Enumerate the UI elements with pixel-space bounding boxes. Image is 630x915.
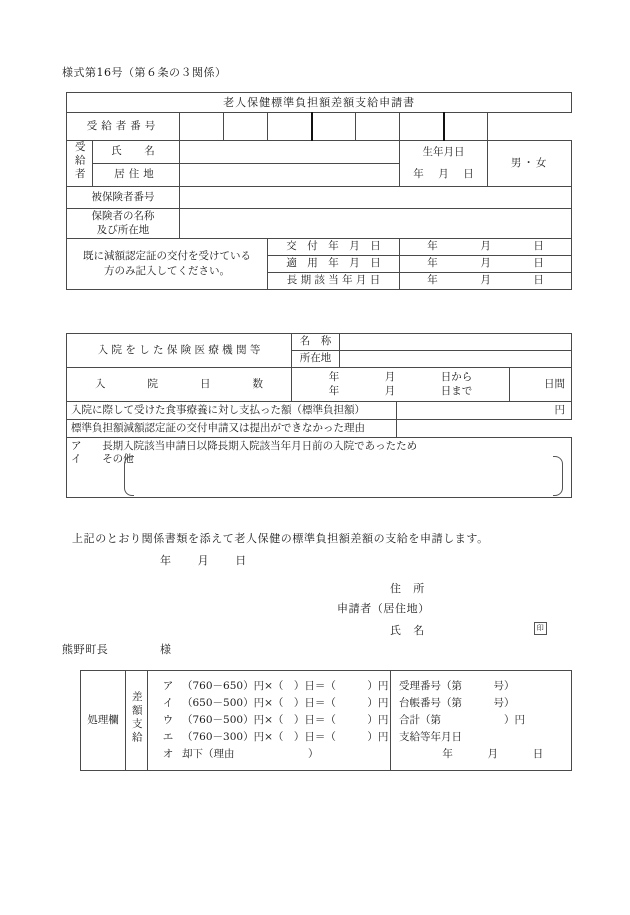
- longterm-date-label: 長 期 該 当 年 月 日: [268, 272, 400, 289]
- issue-date-month: 月: [480, 240, 491, 253]
- receipt-number-row[interactable]: 受理番号（第 号）: [399, 680, 515, 692]
- institution-label: 入 院 を し た 保 険 医 療 機 関 等: [67, 334, 292, 368]
- apply-date-day: 日: [533, 257, 544, 270]
- reason-item-a-text: 長期入院該当申請日以降長期入院該当年月日前の入院であったため: [102, 440, 418, 452]
- calc-row-mark: エ: [162, 730, 174, 743]
- residence-input[interactable]: [180, 163, 400, 186]
- apply-date-input[interactable]: [400, 255, 572, 272]
- issue-date-year: 年: [427, 240, 438, 253]
- payment-date-day: 日: [532, 748, 544, 760]
- calc-row[interactable]: [148, 746, 390, 763]
- hospitalization-days-unit: 日間: [510, 368, 572, 402]
- declaration-date-line[interactable]: [160, 552, 247, 568]
- sex-label[interactable]: 男・女: [488, 141, 572, 187]
- paid-amount-unit: 円: [554, 403, 565, 416]
- payment-date-year: 年: [442, 748, 453, 760]
- paid-amount-input[interactable]: [397, 402, 572, 420]
- insurer-input[interactable]: [180, 208, 572, 238]
- applicant-label: 申請者（居住地）: [337, 602, 430, 615]
- declaration-date-month: 月: [197, 554, 210, 567]
- period-to-day: 日まで: [440, 384, 473, 397]
- applicant-info-table: [66, 92, 572, 290]
- insurer-label-line1: 保険者の名称: [91, 209, 155, 222]
- recipient-number-cell-7[interactable]: [444, 113, 488, 141]
- hospital-info-table: [66, 333, 572, 498]
- reason-bracket-left-icon: [124, 456, 134, 496]
- processing-right-column[interactable]: [391, 671, 572, 771]
- declaration-text: 上記のとおり関係書類を添えて老人保健の標準負担額差額の支給を申請します。: [72, 532, 489, 545]
- birthdate-label: 生年月日: [400, 141, 488, 164]
- name-label: 氏 名: [93, 141, 180, 164]
- calc-row[interactable]: [148, 695, 390, 712]
- calc-row-formula: 却下（理由 ）: [182, 747, 319, 760]
- issue-date-input[interactable]: [400, 238, 572, 255]
- applicant-name-label: 氏 名: [390, 624, 425, 637]
- reason-item-a-mark: ア: [71, 440, 82, 452]
- recipient-number-label: 受給者番号: [67, 113, 180, 141]
- addressee-honorific: 様: [160, 643, 172, 656]
- calculation-list[interactable]: [148, 671, 391, 771]
- reduction-note-line1: 既に減額認定証の交付を受けている: [83, 250, 251, 263]
- calc-row-mark: オ: [162, 747, 174, 760]
- name-input[interactable]: [180, 141, 400, 164]
- hospitalization-days-label: 入 院 日 数: [67, 368, 292, 402]
- longterm-date-month: 月: [480, 274, 491, 287]
- addressee-label: 熊野町長: [62, 643, 109, 656]
- payment-date-month: 月: [487, 748, 499, 760]
- reason-entry-area[interactable]: [67, 438, 572, 498]
- reason-item-b-mark: イ: [71, 453, 82, 466]
- reduction-note-line2: 方のみ記入してください。: [104, 264, 230, 277]
- calc-row-mark: ウ: [162, 713, 174, 726]
- reason-item-b-text: その他: [102, 453, 134, 466]
- hospitalization-period-input[interactable]: [292, 368, 510, 402]
- issue-date-label: 交 付 年 月 日: [268, 238, 400, 255]
- apply-date-month: 月: [480, 257, 491, 270]
- longterm-date-input[interactable]: [400, 272, 572, 289]
- institution-name-label: 名 称: [292, 334, 340, 351]
- form-code-label: 様式第16号（第６条の３関係）: [62, 66, 227, 79]
- period-to-year: 年: [328, 384, 340, 397]
- total-amount-row[interactable]: 合計（第 ）円: [399, 714, 525, 726]
- insured-number-label: 被保険者番号: [67, 186, 180, 208]
- calc-row-formula: （760－500）円×（ ）日＝（ ）円: [182, 713, 389, 726]
- reduction-note: [67, 238, 268, 289]
- form-title: 老人保健標準負担額差額支給申請書: [67, 93, 572, 113]
- recipient-number-cell-6[interactable]: [400, 113, 444, 141]
- period-from-year: 年: [328, 371, 340, 384]
- reason-header: 標準負担額減額認定証の交付申請又は提出ができなかった理由: [67, 420, 397, 438]
- recipient-number-cell-1[interactable]: [180, 113, 224, 141]
- insurer-label-line2: 及び所在地: [96, 224, 150, 237]
- period-from-day: 日から: [440, 371, 473, 384]
- reason-header-filler: [397, 420, 572, 438]
- recipient-number-cell-3[interactable]: [268, 113, 312, 141]
- institution-name-input[interactable]: [340, 334, 572, 351]
- payment-category-label: 差額支給: [126, 671, 148, 771]
- recipient-group-label: 受給者: [67, 141, 93, 187]
- period-to-month: 月: [384, 384, 396, 397]
- residence-label: 居住地: [93, 163, 180, 186]
- seal-icon: 印: [534, 622, 547, 635]
- insurer-label: [67, 208, 180, 238]
- calc-row-formula: （650－500）円×（ ）日＝（ ）円: [182, 696, 389, 709]
- calc-row-mark: ア: [162, 679, 174, 692]
- ledger-number-row[interactable]: 台帳番号（第 号）: [399, 697, 515, 709]
- recipient-number-cell-5[interactable]: [356, 113, 400, 141]
- birth-year-unit: 年: [413, 167, 424, 180]
- insured-number-input[interactable]: [180, 186, 572, 208]
- recipient-number-cell-4[interactable]: [312, 113, 356, 141]
- payment-date-label: 支給等年月日: [399, 731, 462, 743]
- calc-row-formula: （760－300）円×（ ）日＝（ ）円: [182, 730, 389, 743]
- birthdate-input[interactable]: [400, 163, 488, 186]
- declaration-date-year: 年: [160, 554, 172, 567]
- longterm-date-day: 日: [533, 274, 544, 287]
- period-from-month: 月: [384, 371, 396, 384]
- longterm-date-year: 年: [427, 274, 438, 287]
- apply-date-label: 適 用 年 月 日: [268, 255, 400, 272]
- apply-date-year: 年: [427, 257, 438, 270]
- processing-table: [80, 670, 572, 771]
- institution-address-label: 所在地: [292, 351, 340, 368]
- applicant-seal[interactable]: [534, 622, 547, 635]
- processing-section-label: 処理欄: [81, 671, 126, 771]
- calc-row-mark: イ: [162, 696, 174, 709]
- paid-amount-label: 入院に際して受けた食事療養に対し支払った額（標準負担額）: [67, 402, 397, 420]
- calc-row-formula: （760－650）円×（ ）日＝（ ）円: [182, 679, 389, 692]
- calc-row[interactable]: [148, 729, 390, 746]
- calc-row[interactable]: [148, 678, 390, 695]
- reason-item-b[interactable]: [71, 453, 571, 466]
- payment-date-row[interactable]: [391, 746, 571, 763]
- reason-item-a[interactable]: [71, 440, 571, 453]
- issue-date-day: 日: [533, 240, 544, 253]
- birth-day-unit: 日: [463, 167, 474, 180]
- birth-month-unit: 月: [438, 167, 449, 180]
- recipient-number-cell-2[interactable]: [224, 113, 268, 141]
- reason-bracket-right-icon: [553, 456, 563, 496]
- institution-address-input[interactable]: [340, 351, 572, 368]
- calc-row[interactable]: [148, 712, 390, 729]
- declaration-date-day: 日: [235, 554, 247, 567]
- applicant-address-label: 住 所: [390, 582, 425, 595]
